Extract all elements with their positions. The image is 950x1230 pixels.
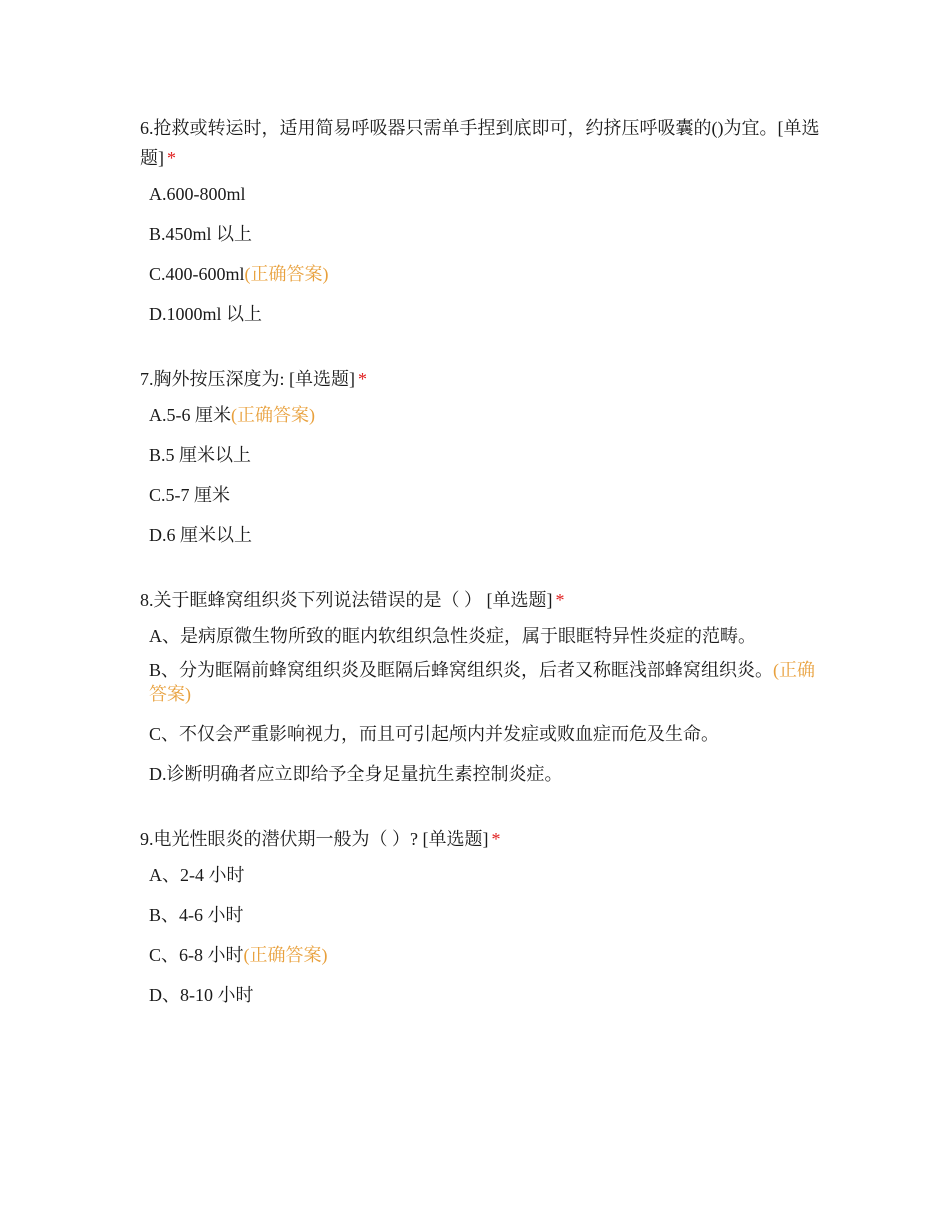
option-b[interactable]: B、分为眶隔前蜂窝组织炎及眶隔后蜂窝组织炎，后者又称眶浅部蜂窝组织炎。(正确答案) — [149, 660, 816, 704]
required-asterisk: * — [555, 590, 565, 610]
option-a[interactable]: A、是病原微生物所致的眶内软组织急性炎症，属于眼眶特异性炎症的范畴。 — [149, 626, 756, 646]
option-c[interactable]: C、6-8 小时(正确答案) — [149, 945, 328, 965]
question-title: 9.电光性眼炎的潜伏期一般为（ ）? [单选题] * — [140, 829, 501, 849]
option-list — [140, 403, 820, 547]
option-c[interactable]: C、不仅会严重影响视力，而且可引起颅内并发症或败血症而危及生命。 — [149, 724, 720, 744]
option-d[interactable]: D、8-10 小时 — [149, 985, 254, 1005]
correct-answer-label: (正确答案) — [231, 405, 315, 425]
required-asterisk: * — [358, 369, 367, 389]
question-7 — [140, 364, 820, 547]
required-asterisk: * — [167, 148, 176, 168]
question-9 — [140, 824, 820, 1007]
option-list — [140, 624, 820, 786]
option-a[interactable]: A.5-6 厘米(正确答案) — [149, 405, 315, 425]
correct-answer-label: (正确答案) — [243, 945, 328, 965]
option-a[interactable]: A.600-800ml — [149, 184, 246, 204]
correct-answer-label: (正确答案) — [244, 264, 329, 284]
option-b[interactable]: B.5 厘米以上 — [149, 445, 252, 465]
option-b[interactable]: B、4-6 小时 — [149, 905, 244, 925]
option-c[interactable]: C.5-7 厘米 — [149, 485, 230, 505]
question-title: 6.抢救或转运时，适用简易呼吸器只需单手捏到底即可，约挤压呼吸囊的()为宜。[单选题] * — [140, 118, 820, 168]
option-d[interactable]: D.6 厘米以上 — [149, 525, 252, 545]
option-list — [140, 863, 820, 1007]
question-6 — [140, 113, 820, 326]
option-c[interactable]: C.400-600ml(正确答案) — [149, 264, 329, 284]
option-d[interactable]: D.1000ml 以上 — [149, 304, 263, 324]
correct-answer-label: (正确答案) — [149, 660, 816, 704]
question-8 — [140, 585, 820, 786]
question-title: 8.关于眶蜂窝组织炎下列说法错误的是（ ） [单选题] * — [140, 590, 565, 610]
option-d[interactable]: D.诊断明确者应立即给予全身足量抗生素控制炎症。 — [149, 764, 563, 784]
option-b[interactable]: B.450ml 以上 — [149, 224, 253, 244]
survey-page — [140, 113, 820, 1045]
question-title: 7.胸外按压深度为: [单选题] * — [140, 369, 367, 389]
option-list — [140, 182, 820, 326]
required-asterisk: * — [491, 829, 501, 849]
option-a[interactable]: A、2-4 小时 — [149, 865, 245, 885]
